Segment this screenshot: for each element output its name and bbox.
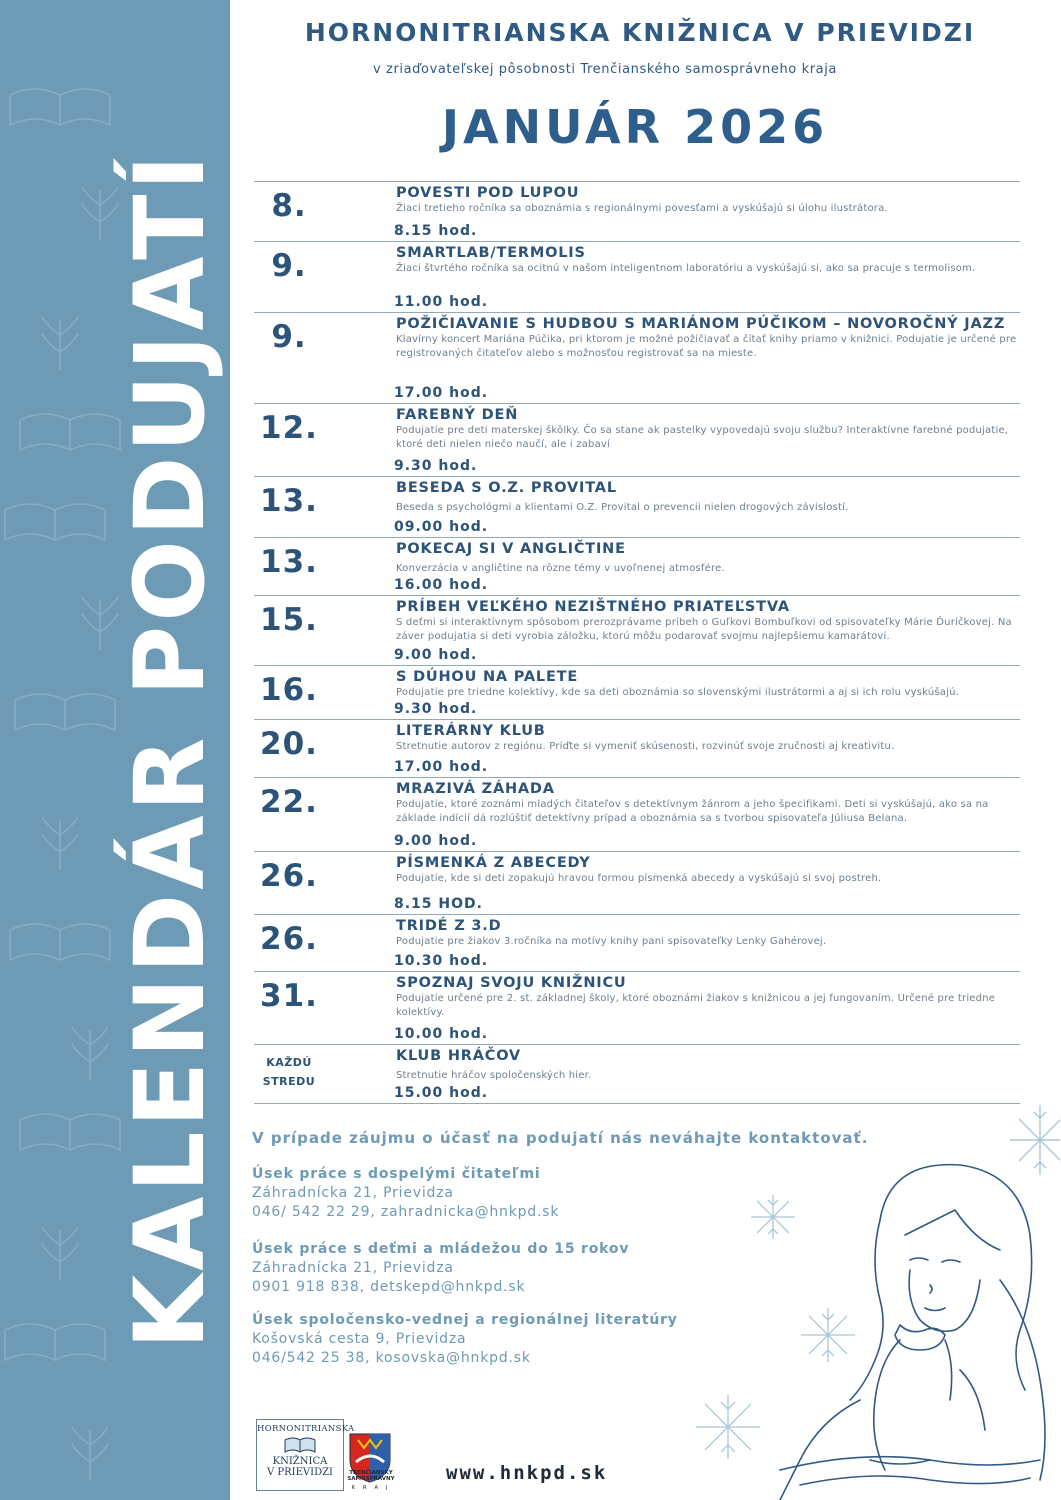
event-description: Podujatie určené pre 2. st. základnej školy, ktoré oboznámi žiakov s knižnicou a jej fungovaním. Určené pre triedne kolektívy. <box>396 993 996 1018</box>
event-time: 17.00 hod. <box>394 759 489 775</box>
event-row <box>254 1044 1020 1104</box>
contact-address: Košovská cesta 9, Prievidza <box>252 1331 467 1347</box>
event-date: 9. <box>271 248 307 284</box>
sidebar-title: KALENDÁR PODUJATÍ <box>114 150 226 1350</box>
event-title: POŽIČIAVANIE S HUDBOU S MARIÁNOM PÚČIKOM – NOVOROČNÝ JAZZ <box>396 316 1006 332</box>
event-description: Stretnutie hráčov spoločenských hier. <box>396 1070 592 1081</box>
event-row <box>254 403 1020 476</box>
contact-phone-email[interactable]: 0901 918 838, detskepd@hnkpd.sk <box>252 1279 526 1295</box>
snowflake-icon <box>693 1392 763 1462</box>
event-description: Podujatie, ktoré zoznámi mladých čitateľov s detektívnym žánrom a jeho špecifikami. Deti si vyskúšajú, ako sa na základe indícií dá rozlúštiť detektívny prípad a oboznámia sa s tvorbou spisovateľa Júliusa Belana. <box>396 799 989 824</box>
event-row <box>254 719 1020 777</box>
library-logo <box>256 1419 355 1491</box>
event-date: 12. <box>260 410 318 446</box>
event-title: SPOZNAJ SVOJU KNIŽNICU <box>396 975 627 991</box>
library-logo-line: V PRIEVIDZI <box>267 1467 333 1478</box>
event-time: 16.00 hod. <box>394 577 489 593</box>
event-title: POVESTI POD LUPOU <box>396 185 580 201</box>
website-link[interactable]: www.hnkpd.sk <box>446 1462 608 1484</box>
event-title: KLUB HRÁČOV <box>396 1048 521 1064</box>
event-time: 10.30 hod. <box>394 953 489 969</box>
event-title: S DÚHOU NA PALETE <box>396 669 579 685</box>
event-date: 8. <box>271 188 307 224</box>
sidebar-banner <box>0 0 230 1500</box>
event-row <box>254 537 1020 595</box>
event-description: Podujatie pre žiakov 3.ročníka na motívy knihy pani spisovateľky Lenky Gahérovej. <box>396 936 827 947</box>
event-time: 10.00 hod. <box>394 1026 489 1042</box>
event-row <box>254 312 1020 403</box>
event-title: PÍSMENKÁ Z ABECEDY <box>396 855 591 871</box>
contact-section-title: Úsek práce s dospelými čitateľmi <box>252 1166 541 1182</box>
region-logo-line: SAMOSPRÁVNY <box>347 1476 395 1482</box>
event-time: 9.30 hod. <box>394 701 478 717</box>
event-row <box>254 241 1020 312</box>
library-logo-line: HORNONITRIANSKA <box>257 1424 355 1434</box>
event-time: 8.15 hod. <box>394 223 478 239</box>
event-date: 15. <box>260 602 318 638</box>
event-time: 9.00 hod. <box>394 833 478 849</box>
event-date: 22. <box>260 784 318 820</box>
event-date: 20. <box>260 726 318 762</box>
contact-headline: V prípade záujmu o účasť na podujatí nás neváhajte kontaktovať. <box>252 1129 869 1147</box>
event-description: Beseda s psychológmi a klientami O.Z. Provital o prevencii nielen drogových závislostí. <box>396 502 849 513</box>
event-date-line: STREDU <box>262 1075 316 1088</box>
event-row <box>254 181 1020 241</box>
event-title: FAREBNÝ DEŇ <box>396 407 519 423</box>
event-description: Stretnutie autorov z regiónu. Príďte si vymeniť skúsenosti, rozvinúť svoje zručnosti aj kreativitu. <box>396 741 895 752</box>
event-description: Konverzácia v angličtine na rôzne témy v uvoľnenej atmosfére. <box>396 563 725 574</box>
library-subtitle: v zriaďovateľskej pôsobnosti Trenčianského samosprávneho kraja <box>373 62 837 77</box>
event-description: Podujatie pre deti materskej škôlky. Čo sa stane ak pastelky vypovedajú svoju službu? Interaktívne farebné podujatie, ktoré deti nielen niečo naučí, ale i zabaví <box>396 425 1009 450</box>
book-icon <box>283 1436 317 1454</box>
contact-section-title: Úsek práce s deťmi a mládežou do 15 rokov <box>252 1241 630 1257</box>
event-description: Podujatie, kde si deti zopakujú hravou formou písmenká abecedy a vyskúšajú si svoj postreh. <box>396 873 882 884</box>
event-description: S deťmi si interaktívnym spôsobom prerozprávame príbeh o Guľkovi Bombuľkovi od spisovateľky Márie Ďuríčkovej. Na záver podujatia si deti vyrobia záložku, ktorú môžu podarovať svojmu najlepšiemu kamarátovi. <box>396 617 1012 642</box>
event-time: 9.30 hod. <box>394 458 478 474</box>
event-date-line: KAŽDÚ <box>266 1056 312 1069</box>
event-date <box>254 1053 324 1091</box>
region-logo-text <box>340 1470 402 1482</box>
region-logo-kraj: K R A J <box>351 1485 391 1491</box>
event-description: Podujatie pre triedne kolektívy, kde sa deti oboznámia so slovenskými ilustrátormi a aj si ich rolu vyskúšajú. <box>396 687 959 698</box>
event-description: Žiaci štvrtého ročníka sa ocitnú v našom inteligentnom laboratóriu a vyskúšajú si, ako sa pracuje s termolisom. <box>396 263 976 274</box>
contact-section <box>252 1165 559 1222</box>
event-row <box>254 851 1020 914</box>
event-title: BESEDA S O.Z. PROVITAL <box>396 480 617 496</box>
event-row <box>254 595 1020 665</box>
contact-section <box>252 1311 678 1368</box>
event-title: LITERÁRNY KLUB <box>396 723 546 739</box>
event-date: 31. <box>260 978 318 1014</box>
contact-address: Záhradnícka 21, Prievidza <box>252 1260 454 1276</box>
event-title: TRIDÉ Z 3.D <box>396 918 502 934</box>
event-time: 17.00 hod. <box>394 385 489 401</box>
event-date: 26. <box>260 858 318 894</box>
event-list <box>254 181 1020 1104</box>
event-time: 9.00 hod. <box>394 647 478 663</box>
event-time: 11.00 hod. <box>394 294 489 310</box>
event-title: SMARTLAB/TERMOLIS <box>396 245 586 261</box>
event-description: Žiaci tretieho ročníka sa oboznámia s regionálnymi povesťami a vyskúšajú si úlohu ilustrátora. <box>396 203 888 214</box>
event-title: POKECAJ SI V ANGLIČTINE <box>396 541 626 557</box>
event-row <box>254 971 1020 1044</box>
contact-section <box>252 1240 629 1297</box>
event-date: 26. <box>260 921 318 957</box>
region-logo-line: TRENČIANSKY <box>349 1470 393 1476</box>
library-name: HORNONITRIANSKA KNIŽNICA V PRIEVIDZI <box>304 18 976 47</box>
library-logo-line: KNIŽNICA <box>272 1456 328 1467</box>
event-time: 15.00 hod. <box>394 1085 489 1101</box>
month-title: JANUÁR 2026 <box>441 100 829 154</box>
event-time: 8.15 HOD. <box>394 896 483 912</box>
event-row <box>254 665 1020 719</box>
girl-reading-illustration <box>760 1140 1061 1500</box>
event-title: MRAZIVÁ ZÁHADA <box>396 781 555 797</box>
contact-section-title: Úsek spoločensko-vednej a regionálnej literatúry <box>252 1312 678 1328</box>
event-row <box>254 777 1020 851</box>
event-time: 09.00 hod. <box>394 519 489 535</box>
event-date: 16. <box>260 672 318 708</box>
contact-address: Záhradnícka 21, Prievidza <box>252 1185 454 1201</box>
event-date: 9. <box>271 319 307 355</box>
event-date: 13. <box>260 483 318 519</box>
event-date: 13. <box>260 544 318 580</box>
event-title: PRÍBEH VEĽKÉHO NEZIŠTNÉHO PRIATEĽSTVA <box>396 599 790 615</box>
contact-phone-email[interactable]: 046/542 25 38, kosovska@hnkpd.sk <box>252 1350 531 1366</box>
event-description: Klavírny koncert Mariána Púčika, pri ktorom je možné požičiavať a čítať knihy priamo v knižnici. Podujatie je určené pre registrovaných čitateľov alebo s možnosťou registrovať sa na mieste. <box>396 334 1017 359</box>
contact-phone-email[interactable]: 046/ 542 22 29, zahradnicka@hnkpd.sk <box>252 1204 560 1220</box>
event-row <box>254 476 1020 537</box>
event-row <box>254 914 1020 971</box>
